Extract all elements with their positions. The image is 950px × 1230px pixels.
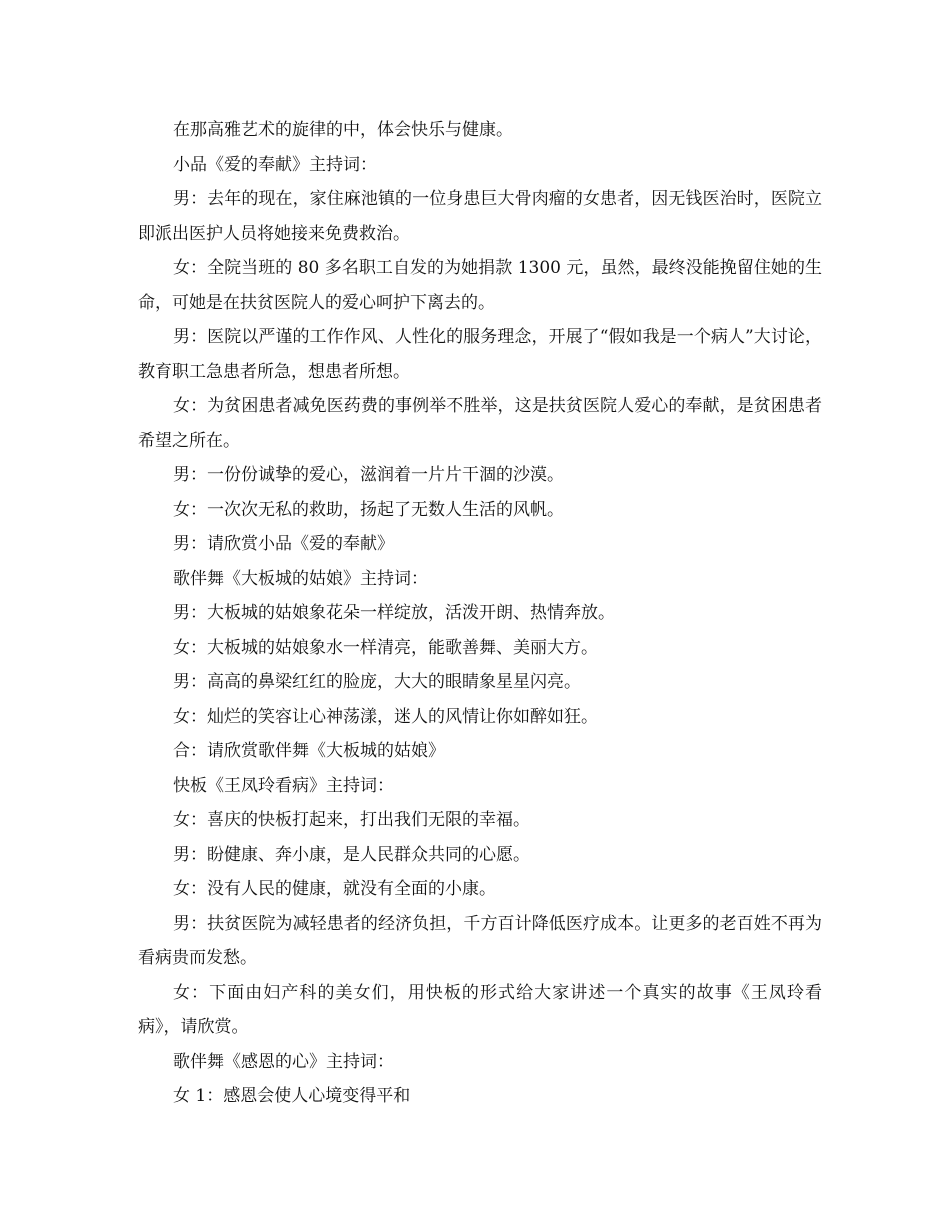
paragraph: 女：没有人民的健康，就没有全面的小康。 xyxy=(173,879,496,899)
paragraph: 男：请欣赏小品《爱的奉献》 xyxy=(173,534,394,554)
paragraph: 男：盼健康、奔小康，是人民群众共同的心愿。 xyxy=(173,844,530,865)
paragraph: 男：大板城的姑娘象花朵一样绽放，活泼开朗、热情奔放。 xyxy=(173,603,615,623)
section-heading: 歌伴舞《感恩的心》主持词： xyxy=(173,1051,394,1072)
section-heading: 快板《王凤玲看病》主持词： xyxy=(173,775,394,796)
paragraph: 女：大板城的姑娘象水一样清亮，能歌善舞、美丽大方。 xyxy=(173,637,598,658)
paragraph: 女：灿烂的笑容让心神荡漾，迷人的风情让你如醉如狂。 xyxy=(173,706,598,727)
section-heading: 小品《爱的奉献》主持词： xyxy=(173,154,377,175)
paragraph: 男：扶贫医院为减轻患者的经济负担，千方百计降低医疗成本。让更多的老百姓不再为看病贵而发愁。 xyxy=(138,913,822,968)
section-heading: 歌伴舞《大板城的姑娘》主持词： xyxy=(173,568,428,589)
paragraph: 女：下面由妇产科的美女们，用快板的形式给大家讲述一个真实的故事《王凤玲看病》，请欣赏。 xyxy=(138,982,822,1037)
paragraph: 女：一次次无私的救助，扬起了无数人生活的风帆。 xyxy=(173,499,564,520)
paragraph: 女：全院当班的 80 多名职工自发的为她捐款 1300 元，虽然，最终没能挽留住她的生命，可她是在扶贫医院人的爱心呵护下离去的。 xyxy=(138,258,822,313)
paragraph: 男：一份份诚挚的爱心，滋润着一片片干涸的沙漠。 xyxy=(173,465,564,485)
paragraph: 合：请欣赏歌伴舞《大板城的姑娘》 xyxy=(173,741,445,761)
paragraph: 女 1：感恩会使人心境变得平和 xyxy=(173,1086,411,1106)
document-page xyxy=(138,113,822,1114)
paragraph: 男：医院以严谨的工作作风、人性化的服务理念，开展了“假如我是一个病人”大讨论，教育职工急患者所急，想患者所想。 xyxy=(138,327,822,382)
paragraph: 女：为贫困患者减免医药费的事例举不胜举，这是扶贫医院人爱心的奉献，是贫困患者希望之所在。 xyxy=(138,396,822,451)
paragraph: 在那高雅艺术的旋律的中，体会快乐与健康。 xyxy=(173,120,513,140)
paragraph: 男：去年的现在，家住麻池镇的一位身患巨大骨肉瘤的女患者，因无钱医治时，医院立即派出医护人员将她接来免费救治。 xyxy=(138,189,822,244)
paragraph: 男：高高的鼻梁红红的脸庞，大大的眼睛象星星闪亮。 xyxy=(173,672,581,692)
paragraph: 女：喜庆的快板打起来，打出我们无限的幸福。 xyxy=(173,810,530,830)
